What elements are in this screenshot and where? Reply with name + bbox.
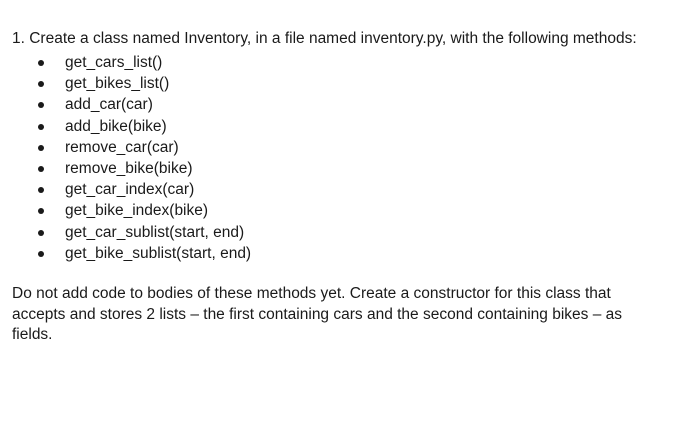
method-item <box>12 158 688 179</box>
bullet-icon <box>38 102 44 108</box>
method-label: get_car_sublist(start, end) <box>65 223 245 241</box>
method-item <box>12 94 688 115</box>
bullet-icon <box>38 145 44 151</box>
instructions-paragraph: Do not add code to bodies of these methods yet. Create a constructor for this class that accepts and stores 2 lists – the first containing cars and the second containing bikes – as fields. <box>12 285 623 344</box>
method-item <box>12 179 688 200</box>
method-label: add_bike(bike) <box>65 117 167 135</box>
bullet-icon <box>38 208 44 214</box>
method-label: remove_car(car) <box>65 138 179 156</box>
method-label: get_car_index(car) <box>65 181 195 199</box>
bullet-icon <box>38 124 44 130</box>
method-item <box>12 137 688 158</box>
bullet-icon <box>38 60 44 66</box>
method-label: get_bikes_list() <box>65 75 170 93</box>
method-label: get_cars_list() <box>65 54 163 71</box>
method-item <box>12 222 688 243</box>
bullet-icon <box>38 187 44 193</box>
task-heading: 1. Create a class named Inventory, in a file named inventory.py, with the following methods: <box>12 30 637 47</box>
method-item <box>12 52 688 73</box>
document <box>12 29 688 346</box>
method-label: get_bike_index(bike) <box>65 202 209 220</box>
method-item <box>12 116 688 137</box>
bullet-icon <box>38 251 44 257</box>
bullet-icon <box>38 81 44 87</box>
method-item <box>12 243 688 264</box>
method-label: get_bike_sublist(start, end) <box>65 244 252 262</box>
method-list <box>12 52 688 264</box>
method-label: add_car(car) <box>65 96 153 114</box>
method-label: remove_bike(bike) <box>65 160 193 178</box>
bullet-icon <box>38 230 44 236</box>
method-item <box>12 200 688 221</box>
bullet-icon <box>38 166 44 172</box>
method-item <box>12 73 688 94</box>
